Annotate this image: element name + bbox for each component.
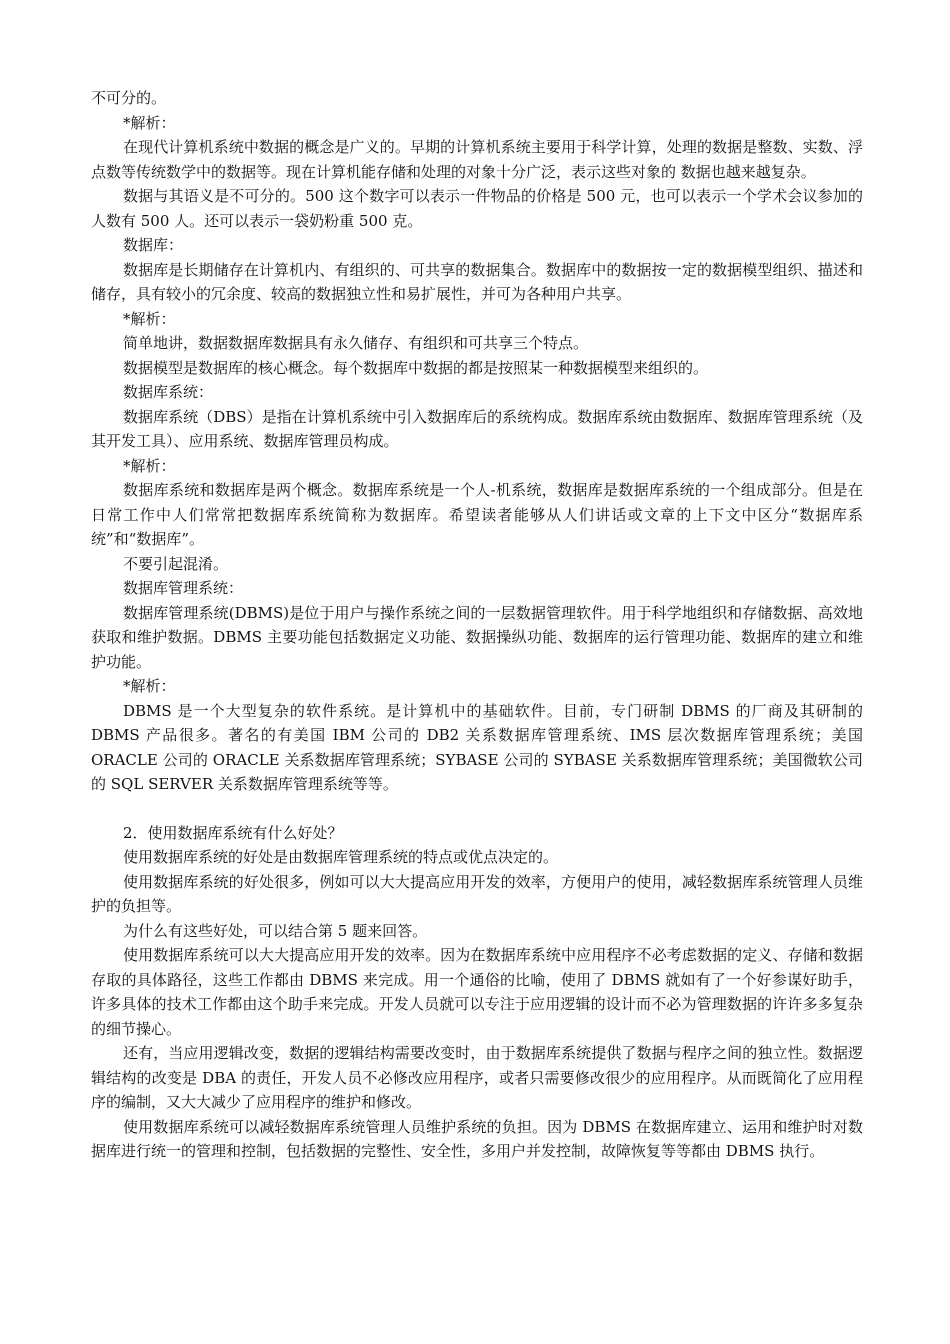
analysis-label: *解析： <box>123 113 176 132</box>
paragraph: 为什么有这些好处，可以结合第 5 题来回答。 <box>123 921 428 940</box>
analysis-label: *解析： <box>123 677 176 695</box>
paragraph: 不要引起混淆。 <box>123 554 229 573</box>
paragraph: 使用数据库系统可以减轻数据库系统管理人员维护系统的负担。因为 DBMS 在数据库建立、运用和维护时对数据库进行统一的管理和控制，包括数据的完整性、安全性，多用户并发控制，故障恢复等等都由 DBMS 执行。 <box>91 1117 863 1160</box>
paragraph: 使用数据库系统可以大大提高应用开发的效率。因为在数据库系统中应用程序不必考虑数据的定义、存储和数据存取的具体路径，这些工作都由 DBMS 来完成。用一个通俗的比喻，使用了 DBMS 就如有了一个好参谋好助手，许多具体的技术工作都由这个助手来完成。开发人员就可以专注于应用逻辑的设计而不必为管理数据的许许多多复杂的细节操心。 <box>91 946 863 1038</box>
paragraph: 不可分的。 <box>91 89 167 107</box>
paragraph: 使用数据库系统的好处是由数据库管理系统的特点或优点决定的。 <box>123 848 559 866</box>
section-gap <box>91 797 863 821</box>
term-heading-database: 数据库： <box>123 236 184 254</box>
paragraph: 数据模型是数据库的核心概念。每个数据库中数据的都是按照某一种数据模型来组织的。 <box>123 358 709 377</box>
document-page <box>91 86 863 1164</box>
term-heading-dbms: 数据库管理系统： <box>123 579 244 597</box>
paragraph: 数据与其语义是不可分的。500 这个数字可以表示一件物品的价格是 500 元，也可以表示一个学术会议参加的人数有 500 人。还可以表示一袋奶粉重 500 克。 <box>91 187 863 230</box>
paragraph: 数据库系统和数据库是两个概念。数据库系统是一个人-机系统，数据库是数据库系统的一个组成部分。但是在日常工作中人们常常把数据库系统简称为数据库。希望读者能够从人们讲话或文章的上下文中区分“数据库系统”和“数据库”。 <box>91 481 863 548</box>
question-heading: 2．使用数据库系统有什么好处？ <box>123 823 343 842</box>
analysis-label: *解析： <box>123 309 176 328</box>
paragraph: 使用数据库系统的好处很多，例如可以大大提高应用开发的效率，方便用户的使用，减轻数据库系统管理人员维护的负担等。 <box>91 872 863 915</box>
term-heading-dbs: 数据库系统： <box>123 383 214 401</box>
paragraph: 简单地讲，数据数据库数据具有永久储存、有组织和可共享三个特点。 <box>123 334 589 352</box>
paragraph: 数据库管理系统(DBMS)是位于用户与操作系统之间的一层数据管理软件。用于科学地组织和存储数据、高效地获取和维护数据。DBMS 主要功能包括数据定义功能、数据操纵功能、数据库的运行管理功能、数据库的建立和维护功能。 <box>91 603 863 671</box>
paragraph: 数据库是长期储存在计算机内、有组织的、可共享的数据集合。数据库中的数据按一定的数据模型组织、描述和储存，具有较小的冗余度、较高的数据独立性和易扩展性，并可为各种用户共享。 <box>91 260 863 303</box>
paragraph: 还有，当应用逻辑改变，数据的逻辑结构需要改变时，由于数据库系统提供了数据与程序之间的独立性。数据逻辑结构的改变是 DBA 的责任，开发人员不必修改应用程序，或者只需要修改很少的应用程序。从而既简化了应用程序的编制，又大大减少了应用程序的维护和修改。 <box>91 1044 863 1111</box>
paragraph: 数据库系统（DBS）是指在计算机系统中引入数据库后的系统构成。数据库系统由数据库、数据库管理系统（及其开发工具）、应用系统、数据库管理员构成。 <box>91 407 863 450</box>
paragraph: DBMS 是一个大型复杂的软件系统。是计算机中的基础软件。目前，专门研制 DBMS 的厂商及其研制的 DBMS 产品很多。著名的有美国 IBM 公司的 DB2 关系数据库管理系统、IMS 层次数据库管理系统；美国 ORACLE 公司的 ORACLE 关系数据库管理系统；SYBASE 公司的 SYBASE 关系数据库管理系统；美国微软公司的 SQL SERVER 关系数据库管理系统等等。 <box>91 701 863 793</box>
analysis-label: *解析： <box>123 456 176 475</box>
paragraph: 在现代计算机系统中数据的概念是广义的。早期的计算机系统主要用于科学计算，处理的数据是整数、实数、浮点数等传统数学中的数据等。现在计算机能存储和处理的对象十分广泛，表示这些对象的 数据也越来越复杂。 <box>91 138 863 181</box>
